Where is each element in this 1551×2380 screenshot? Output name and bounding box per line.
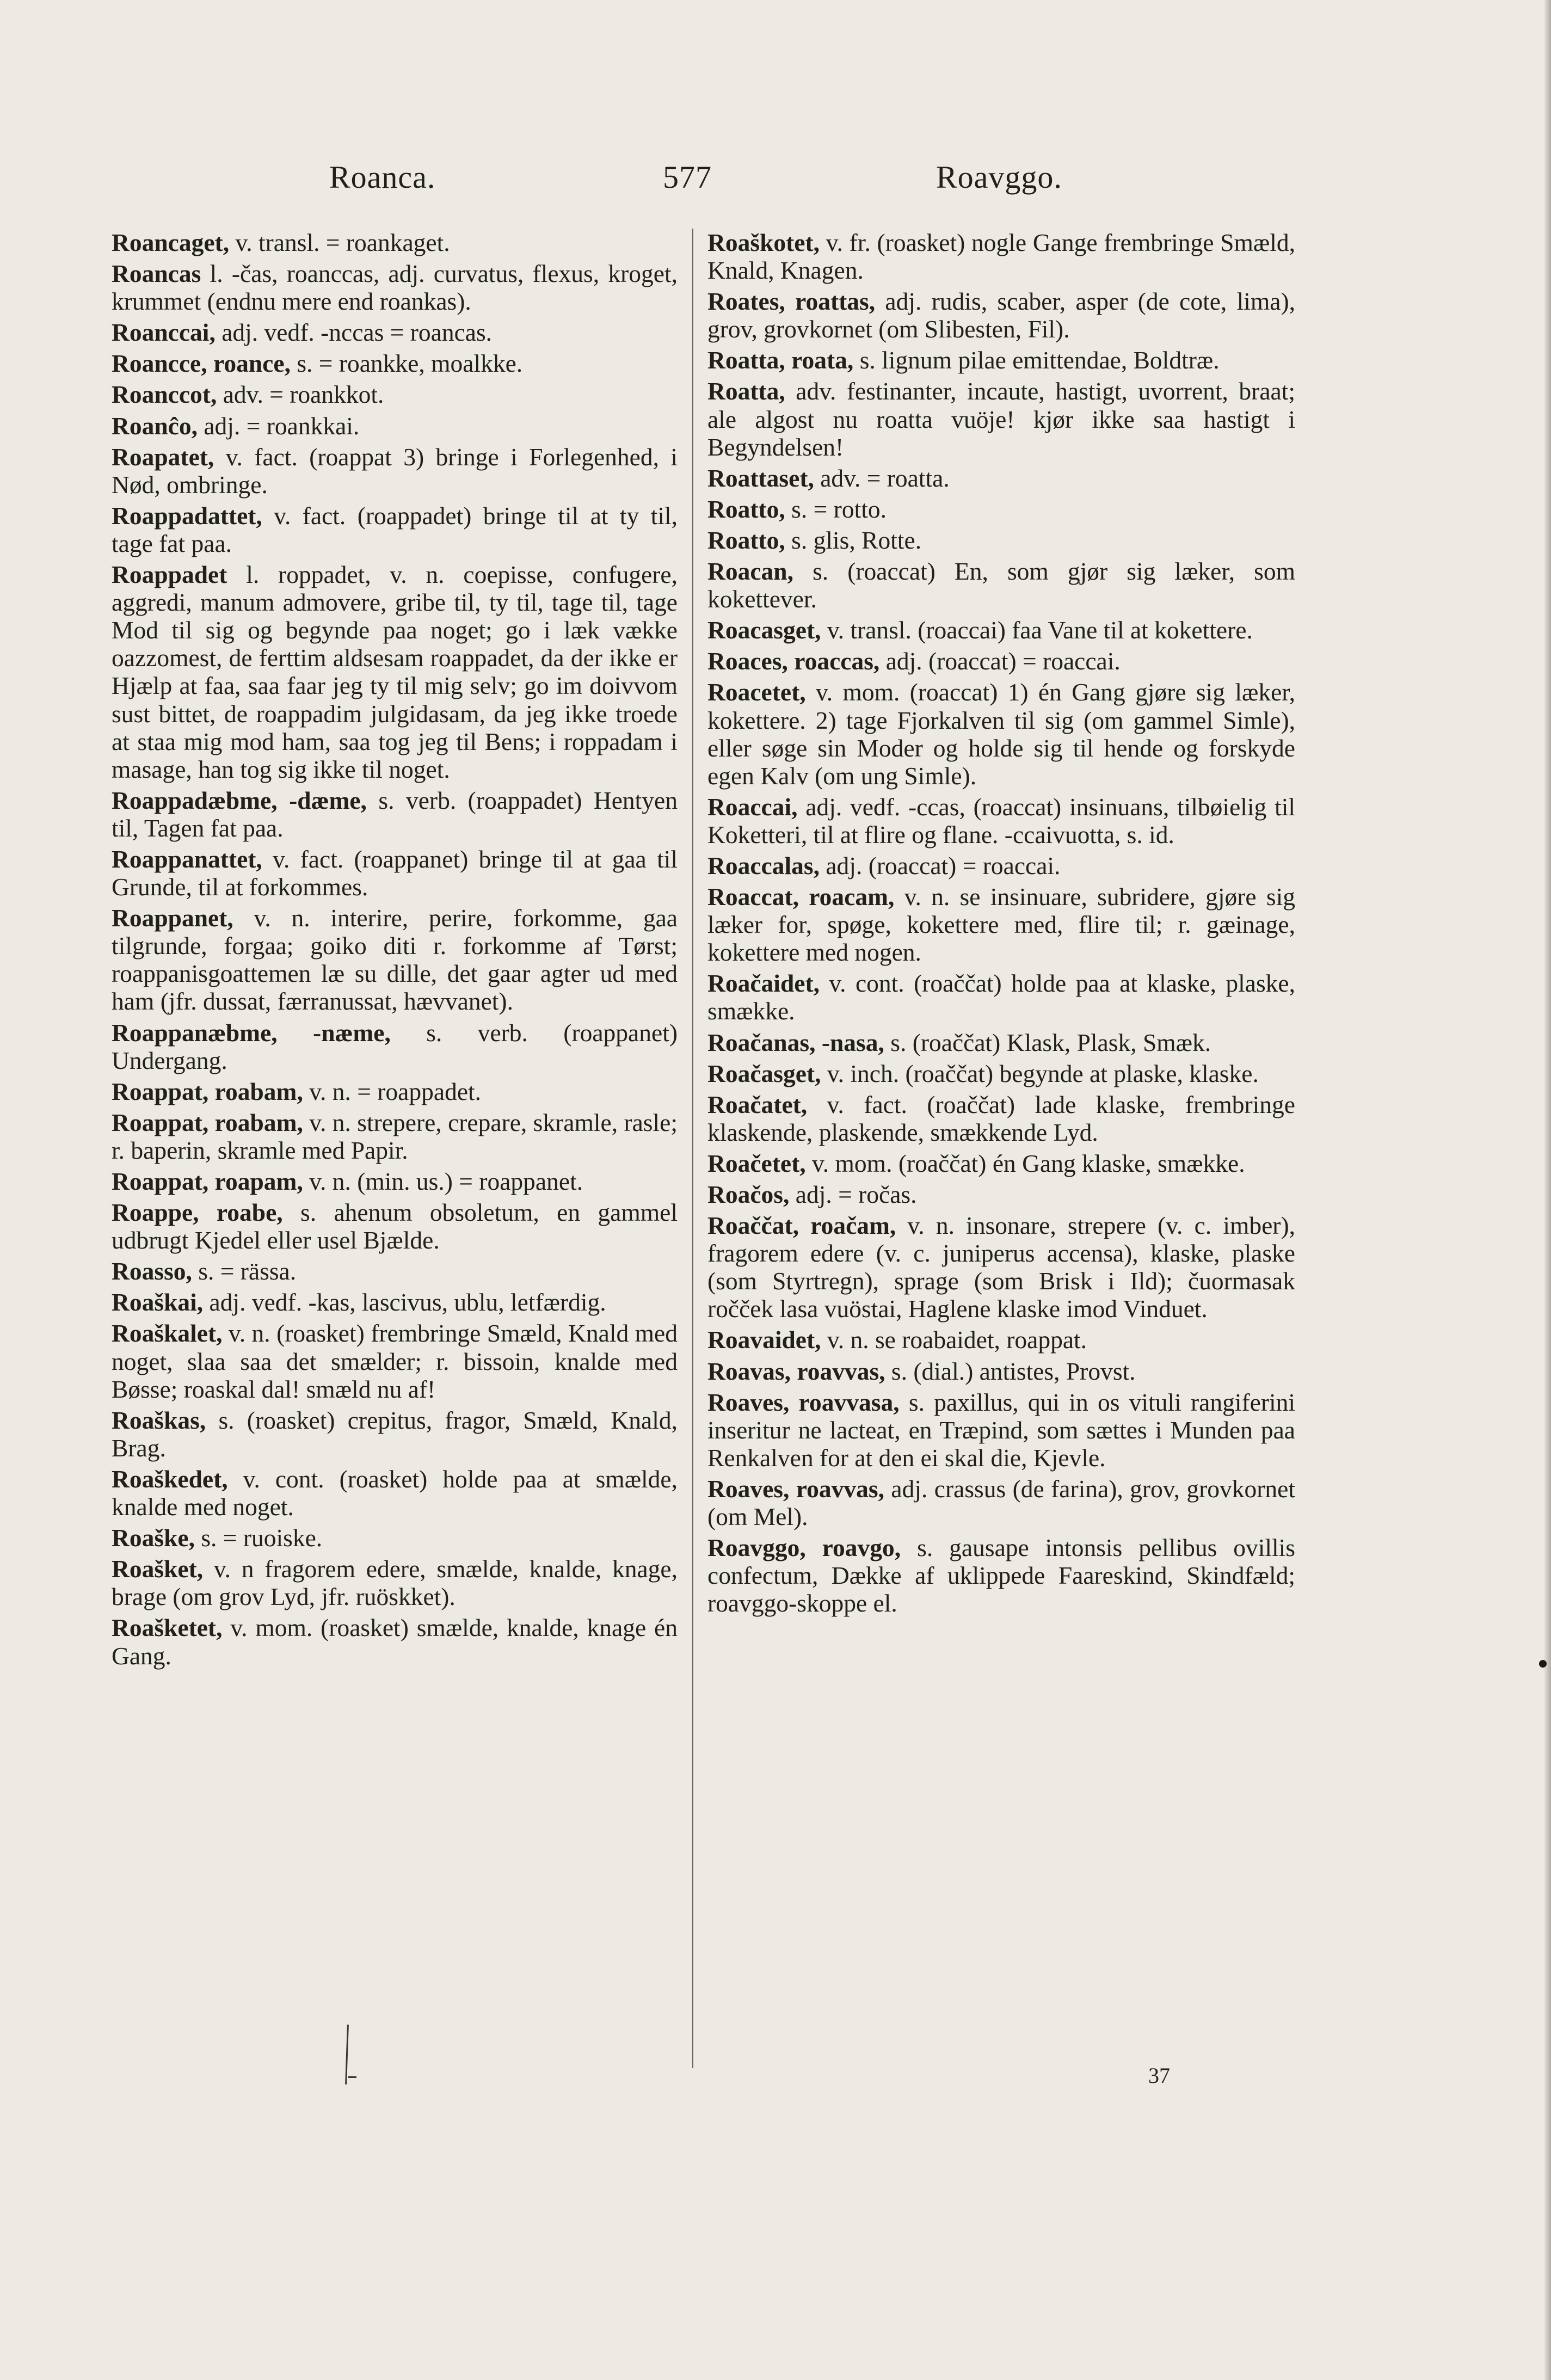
entry-headword: Roapatet, [112,442,214,471]
entry-headword: Roatto, [707,526,785,554]
entry-definition: s. lignum pilae emittendae, Boldtræ. [853,346,1220,374]
dictionary-entry [112,904,678,1015]
dictionary-entry [112,1078,678,1105]
dictionary-entry [112,1019,678,1074]
entry-definition: s. gausape intonsis pellibus ovillis confectum, Dække af uklippede Faareskind, Skindfæld; roavggo-skoppe el. [707,1534,1295,1618]
entry-headword: Roatto, [707,495,785,523]
dictionary-entry [112,1524,678,1552]
entry-headword: Roancce, roance, [112,349,291,378]
entry-headword: Roačos, [707,1180,790,1208]
dictionary-entry [112,786,678,842]
entry-definition: s. glis, Rotte. [785,526,922,554]
dictionary-entry [707,1091,1295,1146]
entry-definition: v. n. (roasket) frembringe Smæld, Knald med noget, slaa saa det smælder; r. bissoin, knalde med Bøsse; roaskal dal! smæld nu af! [112,1319,678,1403]
entry-headword: Roappat, roabam, [112,1077,303,1105]
entry-headword: Roappadæbme, -dæme, [112,786,367,814]
entry-headword: Roaččat, roačam, [707,1211,896,1240]
entry-definition: s. (dial.) antistes, Provst. [885,1357,1136,1385]
entry-definition: v. n. insonare, strepere (v. c. imber), fragorem edere (v. c. juniperus accensa), klaske, plaske (som Styrtregn), sprage (som Brisk i Ild); čuormasak ročček lasa vuöstai, Haglene klaske imod Vinduet. [707,1211,1295,1323]
entry-headword: Roappanet, [112,904,233,932]
entry-definition: s. = roankke, moalkke. [290,349,523,378]
entry-definition: s. paxillus, qui in os vituli rangiferini inseritur ne lacteat, en Træpind, som sættes i Munden paa Renkalven for at den ei skal die, Kjevle. [707,1388,1296,1472]
signature-mark: 37 [1148,2063,1170,2088]
entry-headword: Roaške, [112,1524,195,1552]
dictionary-entry [112,1319,678,1403]
entry-headword: Roancaget, [112,229,230,256]
entry-headword: Roattaset, [707,464,814,492]
dictionary-entry [112,1288,678,1316]
entry-definition: s. (roasket) crepitus, fragor, Smæld, Knald, Brag. [112,1406,678,1462]
dictionary-entry [707,1357,1295,1385]
entry-headword: Roanccot, [112,380,217,409]
entry-definition: adj. (roaccat) = roaccai. [879,647,1121,675]
entry-headword: Roaccat, roacam, [707,883,895,911]
dictionary-entry [112,1614,678,1669]
binding-dot [1539,1660,1547,1668]
entry-definition: l. roppadet, v. n. coepisse, confugere, aggredi, manum admovere, gribe til, ty til, tage til, tage Mod til sig og begynde paa noget; go i læk vække oazzomest, de ferttim aldsesam roappadet, da der ikke er Hjælp at faa, saa faar jeg ty til mig selv; go im doivvom sust bittet, de roappadim julgidasam, da jeg ikke troede at staa mig mod ham, saa tog jeg til Bens; i roppadam i masage, han tog sig ikke til noget. [112,561,678,783]
entry-definition: v. n. = roappadet. [303,1077,482,1105]
entry-definition: adj. vedf. -nccas = roancas. [215,318,493,347]
entry-headword: Roacan, [707,557,793,586]
entry-headword: Roaškotet, [707,229,820,256]
right-column [707,229,1295,1620]
entry-headword: Roates, roattas, [707,287,876,316]
entry-headword: Roancas [112,260,201,288]
page-number: 577 [663,159,712,195]
entry-headword: Roačanas, -nasa, [707,1028,884,1056]
entry-headword: Roačetet, [707,1149,806,1177]
dictionary-entry [112,845,678,901]
dictionary-entry [112,318,678,346]
entry-headword: Roacasget, [707,616,821,644]
entry-headword: Roaves, roavvas, [707,1474,884,1503]
entry-headword: Roašketet, [112,1614,223,1642]
entry-headword: Roaccalas, [707,851,820,880]
dictionary-entry [112,1465,678,1521]
dictionary-entry [707,969,1295,1025]
dictionary-entry [707,678,1295,789]
dictionary-entry [707,1029,1295,1056]
entry-headword: Roappanattet, [112,845,262,873]
entry-definition: adj. crassus (de farina), grov, grovkornet (om Mel). [707,1474,1295,1531]
entry-headword: Roaškedet, [112,1465,228,1493]
header-right-guideword: Roavggo. [936,159,1062,195]
entry-headword: Roappat, roabam, [112,1108,303,1136]
entry-definition: v. cont. (roaččat) holde paa at klaske, plaske, smække. [707,969,1295,1025]
pencil-mark [345,2025,349,2084]
entry-headword: Roappadet [112,561,227,589]
entry-definition: s. verb. (roappadet) Hentyen til, Tagen fat paa. [112,786,678,842]
entry-definition: v. mom. (roasket) smælde, knalde, knage én Gang. [112,1614,678,1670]
entry-headword: Roaves, roavvasa, [707,1388,900,1416]
dictionary-entry [707,793,1295,848]
running-header [0,159,1551,208]
dictionary-entry [707,1326,1295,1354]
entry-headword: Roanĉo, [112,411,198,440]
entry-definition: v. mom. (roaččat) én Gang klaske, smække. [805,1149,1245,1177]
dictionary-entry [112,1109,678,1164]
entry-definition: v. cont. (roasket) holde paa at smælde, knalde med noget. [112,1465,678,1521]
dictionary-entry [112,443,678,499]
entry-definition: v. fact. (roappat 3) bringe i Forlegenhed, i Nød, ombringe. [112,442,678,499]
entry-definition: s. = rotto. [785,495,887,523]
dictionary-entry [707,495,1295,523]
entry-headword: Roacetet, [707,678,806,706]
dictionary-entry [707,557,1295,613]
dictionary-entry [112,1198,678,1254]
dictionary-entry [707,1475,1295,1530]
entry-headword: Roavggo, roavgo, [707,1534,901,1562]
entry-headword: Roaškas, [112,1406,206,1434]
entry-definition: v. fr. (roasket) nogle Gange frembringe Smæld, Knald, Knagen. [707,229,1295,285]
dictionary-entry [707,346,1295,374]
entry-headword: Roaces, roaccas, [707,647,880,675]
entry-headword: Roavaidet, [707,1326,821,1354]
dictionary-entry [112,260,678,315]
dictionary-entry [707,229,1295,284]
entry-headword: Roačaidet, [707,969,820,998]
entry-definition: adj. = ročas. [789,1180,917,1208]
entry-definition: adv. = roatta. [814,464,950,492]
entry-definition: adv. = roankkot. [217,380,384,409]
dictionary-entry [707,1149,1295,1177]
dictionary-entry [112,502,678,557]
dictionary-entry [112,229,678,256]
entry-definition: v. n fragorem edere, smælde, knalde, knage, brage (om grov Lyd, jfr. ruöskket). [112,1555,678,1611]
pencil-mark [348,2076,356,2078]
entry-headword: Roaškai, [112,1288,204,1317]
entry-definition: adj. = roankkai. [197,411,360,440]
dictionary-entry [707,1388,1295,1472]
entry-definition: l. -čas, roanccas, adj. curvatus, flexus, kroget, krummet (endnu mere end roankas). [112,260,678,316]
entry-headword: Roappanæbme, -næme, [112,1018,391,1047]
entry-definition: v. transl. = roankaget. [229,229,450,256]
dictionary-entry [707,377,1295,460]
entry-definition: adj. vedf. -kas, lascivus, ublu, letfærdig. [203,1288,606,1317]
entry-headword: Roačatet, [707,1090,808,1118]
entry-definition: adj. rudis, scaber, asper (de cote, lima), grov, grovkornet (om Slibesten, Fil). [707,287,1296,343]
dictionary-entry [112,380,678,408]
entry-definition: v. transl. (roaccai) faa Vane til at kokettere. [821,616,1253,644]
dictionary-entry [707,1060,1295,1087]
dictionary-entry [707,883,1295,966]
entry-definition: s. = ruoiske. [194,1524,323,1552]
dictionary-entry [707,1180,1295,1208]
column-divider [692,229,693,2068]
dictionary-entry [707,287,1295,343]
entry-headword: Roatta, [707,377,785,405]
dictionary-entry [112,1406,678,1462]
entry-definition: adj. (roaccat) = roaccai. [819,851,1061,880]
entry-definition: v. n. interire, perire, forkomme, gaa tilgrunde, forgaa; goiko diti r. forkomme af Tørst; roappanisgoattemen læ su dille, det gaar agter ud med ham (jfr. dussat, færranussat, hævvanet). [112,904,678,1016]
dictionary-entry [112,1257,678,1285]
entry-definition: v. n. (min. us.) = roappanet. [303,1167,583,1195]
dictionary-entry [707,1211,1295,1323]
page-edge-shadow [1543,0,1551,2380]
entry-headword: Roačasget, [707,1059,821,1087]
dictionary-entry [112,412,678,440]
entry-headword: Roaškalet, [112,1319,223,1348]
dictionary-entry [112,1167,678,1195]
entry-definition: s. (roaččat) Klask, Plask, Smæk. [884,1028,1211,1056]
entry-definition: v. fact. (roaččat) lade klaske, frembringe klaskende, plaskende, smækkende Lyd. [707,1090,1295,1146]
entry-definition: v. fact. (roappanet) bringe til at gaa til Grunde, til at forkommes. [112,845,678,901]
dictionary-entry [707,852,1295,880]
entry-headword: Roappadattet, [112,501,262,530]
entry-headword: Roavas, roavvas, [707,1357,885,1385]
dictionary-entry [707,1534,1295,1617]
entry-definition: v. mom. (roaccat) 1) én Gang gjøre sig læker, kokettere. 2) tage Fjorkalven til sig (om gammel Simle), eller søge sin Moder og holde sig til hende og forskyde egen Kalv (om ung Simle). [707,678,1295,790]
left-column [112,229,678,1673]
entry-headword: Roašket, [112,1555,204,1583]
entry-definition: s. = rässa. [192,1257,297,1286]
entry-headword: Roaccai, [707,792,798,821]
entry-definition: v. fact. (roappadet) bringe til at ty til, tage fat paa. [112,501,678,557]
entry-headword: Roappat, roapam, [112,1167,303,1195]
dictionary-entry [707,526,1295,554]
entry-headword: Roatta, roata, [707,346,854,374]
entry-headword: Roappe, roabe, [112,1198,283,1227]
entry-headword: Roanccai, [112,318,216,347]
entry-definition: v. n. strepere, crepare, skramle, rasle; r. baperin, skramle med Papir. [112,1108,678,1164]
entry-definition: s. ahenum obsoletum, en gammel udbrugt Kjedel eller usel Bjælde. [112,1198,678,1254]
entry-headword: Roasso, [112,1257,192,1286]
dictionary-entry [707,647,1295,675]
dictionary-entry [707,616,1295,644]
entry-definition: s. verb. (roappanet) Undergang. [112,1018,678,1074]
entry-definition: adj. vedf. -ccas, (roaccat) insinuans, tilbøielig til Koketteri, til at flire og flane. -ccaivuotta, s. id. [707,792,1295,848]
entry-definition: s. (roaccat) En, som gjør sig læker, som kokettever. [707,557,1295,613]
entry-definition: v. n. se roabaidet, roappat. [821,1326,1087,1354]
dictionary-entry [112,561,678,783]
dictionary-entry [112,349,678,377]
entry-definition: v. inch. (roaččat) begynde at plaske, klaske. [821,1059,1259,1087]
dictionary-entry [112,1555,678,1610]
entry-definition: v. n. se insinuare, subridere, gjøre sig læker for, spøge, kokettere med, flire til; r. gæinage, kokettere med nogen. [707,883,1295,967]
dictionary-entry [707,464,1295,492]
header-left-guideword: Roanca. [329,159,436,195]
entry-definition: adv. festinanter, incaute, hastigt, uvorrent, braat; ale algost nu roatta vuöje! kjør ikke saa hastigt i Begyndelsen! [707,377,1295,461]
